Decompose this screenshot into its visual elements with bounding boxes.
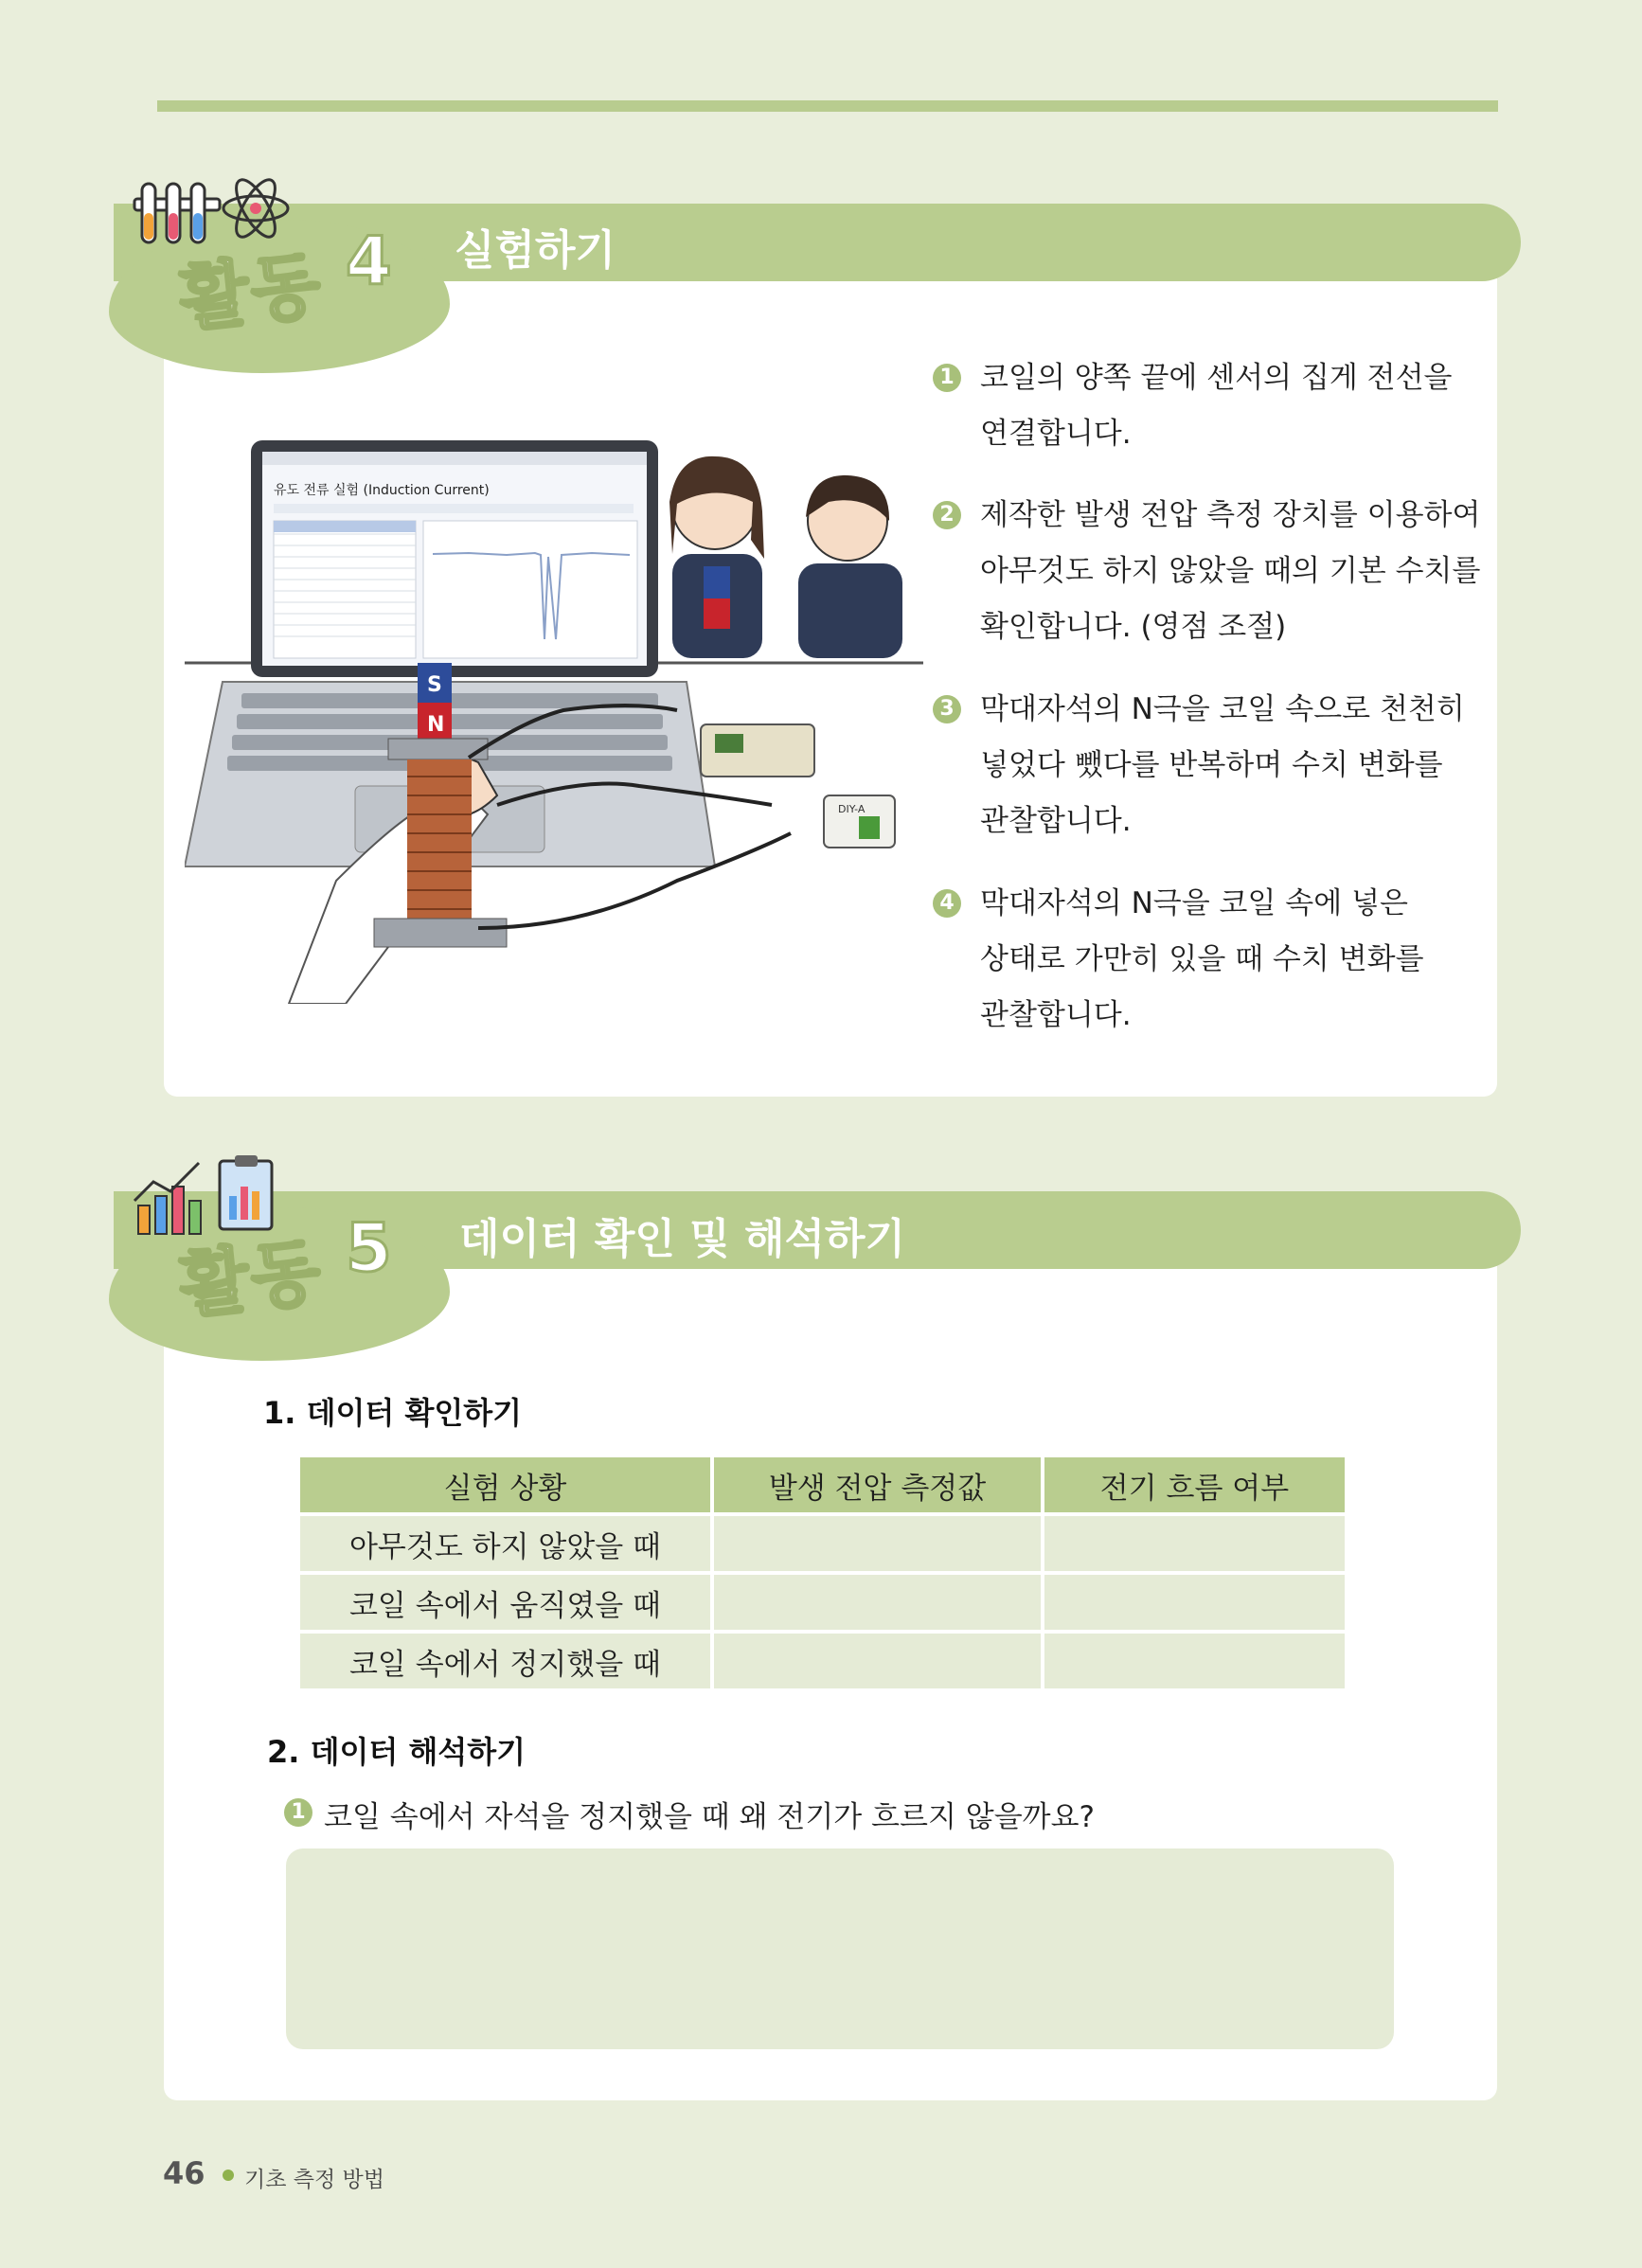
table-cell-situation: 아무것도 하지 않았을 때 xyxy=(300,1516,710,1571)
activity5-word: 활동 xyxy=(175,1228,327,1329)
table-cell-current[interactable] xyxy=(1044,1516,1345,1571)
table-row xyxy=(300,1575,1345,1630)
footer-section: 기초 측정 방법 xyxy=(244,2168,384,2192)
table-cell-voltage[interactable] xyxy=(714,1516,1041,1571)
table-row xyxy=(300,1516,1345,1571)
activity5-number: 5 xyxy=(346,1209,392,1287)
table-header: 발생 전압 측정값 xyxy=(714,1457,1041,1512)
step-1-line-1: 코일의 양쪽 끝에 센서의 집게 전선을 xyxy=(980,361,1453,395)
step-4-line-1: 막대자석의 N극을 코일 속에 넣은 xyxy=(980,886,1408,920)
table-cell-current[interactable] xyxy=(1044,1634,1345,1688)
step-4-line-3: 관찰합니다. xyxy=(980,998,1132,1032)
experiment-illustration xyxy=(185,436,923,1004)
table-cell-voltage[interactable] xyxy=(714,1575,1041,1630)
step-2-badge: 2 xyxy=(933,501,961,529)
step-3-line-1: 막대자석의 N극을 코일 속으로 천천히 xyxy=(980,692,1465,726)
step-1-line-2: 연결합니다. xyxy=(980,417,1132,451)
activity5-title: 데이터 확인 및 해석하기 xyxy=(459,1215,905,1263)
table-header: 실험 상황 xyxy=(300,1457,710,1512)
step-2-line-2: 아무것도 하지 않았을 때의 기본 수치를 xyxy=(980,554,1481,588)
data-check-heading: 1. 데이터 확인하기 xyxy=(263,1395,523,1431)
page-number: 46 xyxy=(163,2155,205,2191)
magnet-s-label: S xyxy=(427,673,442,697)
table-cell-voltage[interactable] xyxy=(714,1634,1041,1688)
data-interpret-heading: 2. 데이터 해석하기 xyxy=(267,1734,527,1770)
step-4-line-2: 상태로 가만히 있을 때 수치 변화를 xyxy=(980,942,1424,976)
table-cell-situation: 코일 속에서 정지했을 때 xyxy=(300,1634,710,1688)
magnet-n-label: N xyxy=(427,713,445,737)
step-3-line-2: 넣었다 뺐다를 반복하며 수치 변화를 xyxy=(980,748,1443,782)
top-rule xyxy=(157,100,1498,112)
footer-dot xyxy=(223,2170,234,2181)
table-cell-situation: 코일 속에서 움직였을 때 xyxy=(300,1575,710,1630)
question-text: 코일 속에서 자석을 정지했을 때 왜 전기가 흐르지 않을까요? xyxy=(324,1800,1095,1834)
step-2-line-3: 확인합니다. (영점 조절) xyxy=(980,610,1287,644)
step-3-badge: 3 xyxy=(933,695,961,723)
table-header: 전기 흐름 여부 xyxy=(1044,1457,1345,1512)
activity4-number: 4 xyxy=(346,223,392,300)
activity4-word: 활동 xyxy=(175,241,327,342)
module-label: DIY-A xyxy=(838,803,866,815)
answer-box[interactable] xyxy=(286,1848,1394,2049)
table-cell-current[interactable] xyxy=(1044,1575,1345,1630)
step-2-line-1: 제작한 발생 전압 측정 장치를 이용하여 xyxy=(980,498,1481,532)
step-3-line-3: 관찰합니다. xyxy=(980,804,1132,838)
screen-title: 유도 전류 실험 (Induction Current) xyxy=(274,483,490,498)
table-row xyxy=(300,1634,1345,1688)
step-4-badge: 4 xyxy=(933,889,961,918)
activity4-title: 실험하기 xyxy=(455,226,616,275)
data-table xyxy=(296,1454,1348,1692)
step-1-badge: 1 xyxy=(933,364,961,392)
question-badge: 1 xyxy=(284,1798,312,1827)
